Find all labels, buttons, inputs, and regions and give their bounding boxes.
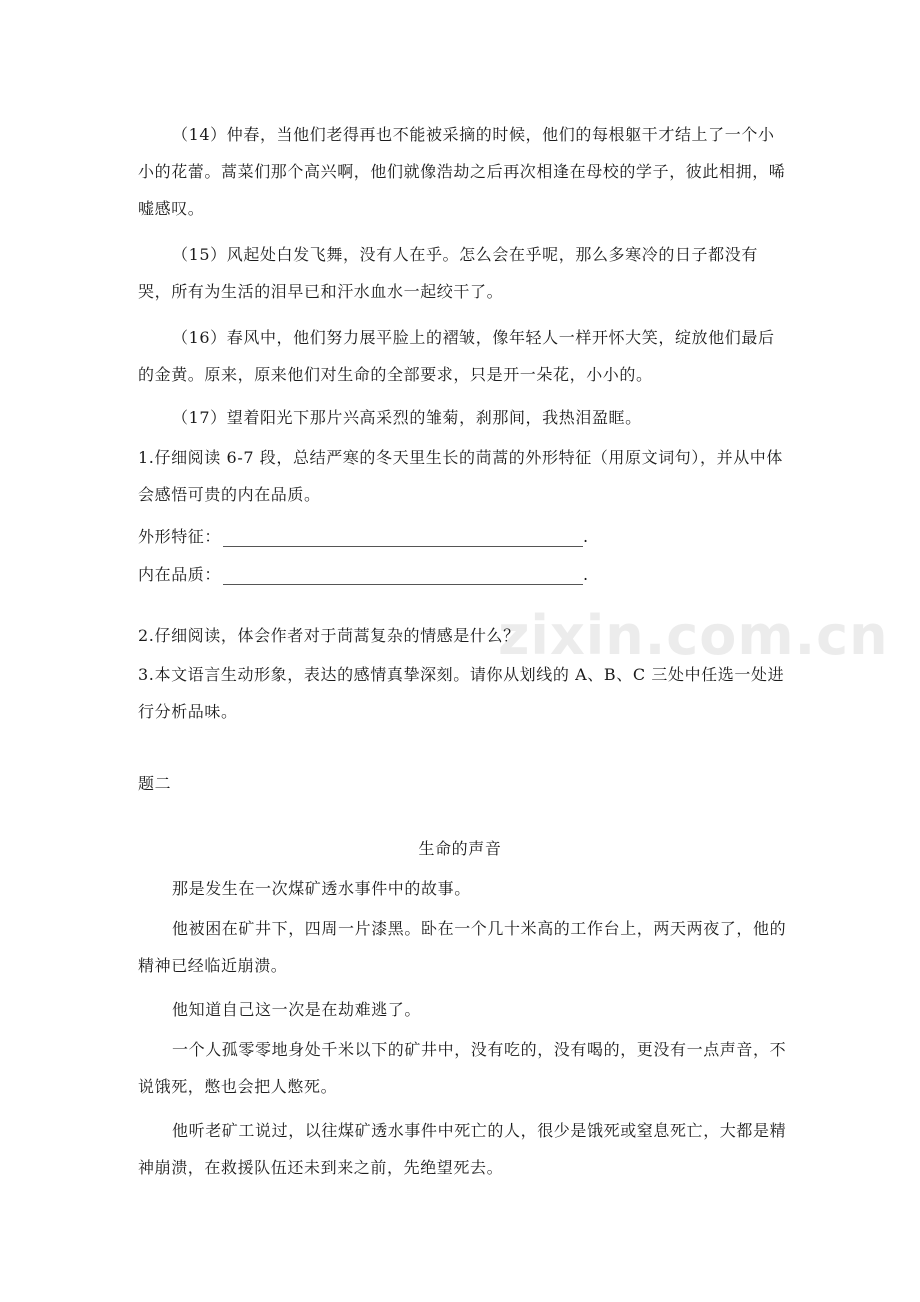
story-paragraph: 那是发生在一次煤矿透水事件中的故事。 (172, 879, 471, 898)
paragraph-17: （17）望着阳光下那片兴高采烈的雏菊，刹那间，我热泪盈眶。 (172, 408, 642, 427)
section-label: 题二 (138, 774, 172, 793)
story-paragraph: 他知道自己这一次是在劫难逃了。 (172, 1000, 422, 1019)
quality-answer-field[interactable] (223, 568, 583, 585)
answer-row-appearance (138, 527, 589, 547)
watermark: zixin.com.cn (498, 604, 889, 667)
question-1: 1.仔细阅读 6-7 段，总结严寒的冬天里生长的茼蒿的外形特征（用原文词句），并从中体会感悟可贵的内在品质。 (138, 448, 784, 504)
period: . (583, 565, 589, 584)
appearance-label: 外形特征： (138, 527, 222, 546)
question-2: 2.仔细阅读，体会作者对于茼蒿复杂的情感是什么？ (138, 626, 520, 645)
story-title: 生命的声音 (418, 839, 502, 858)
quality-label: 内在品质： (138, 565, 222, 584)
story-paragraph: 他听老矿工说过，以往煤矿透水事件中死亡的人，很少是饿死或窒息死亡，大都是精神崩溃，在救援队伍还未到来之前，先绝望死去。 (138, 1121, 787, 1177)
period: . (583, 527, 589, 546)
appearance-answer-field[interactable] (223, 530, 583, 547)
answer-row-quality (138, 565, 589, 585)
paragraph-16: （16）春风中，他们努力展平脸上的褶皱，像年轻人一样开怀大笑，绽放他们最后的金黄。原来，原来他们对生命的全部要求，只是开一朵花，小小的。 (138, 328, 775, 384)
story-paragraph: 一个人孤零零地身处千米以下的矿井中，没有吃的，没有喝的，更没有一点声音，不说饿死，憋也会把人憋死。 (138, 1040, 787, 1096)
paragraph-15: （15）风起处白发飞舞，没有人在乎。怎么会在乎呢，那么多寒冷的日子都没有哭，所有为生活的泪早已和汗水血水一起绞干了。 (138, 245, 758, 301)
question-3: 3.本文语言生动形象，表达的感情真挚深刻。请你从划线的 A、B、C 三处中任选一处进行分析品味。 (138, 665, 785, 721)
story-paragraph: 他被困在矿井下，四周一片漆黑。卧在一个几十米高的工作台上，两天两夜了，他的精神已经临近崩溃。 (138, 919, 787, 975)
paragraph-14: （14）仲春，当他们老得再也不能被采摘的时候，他们的每根躯干才结上了一个小小的花蕾。蒿菜们那个高兴啊，他们就像浩劫之后再次相逢在母校的学子，彼此相拥，唏嘘感叹。 (138, 125, 786, 218)
